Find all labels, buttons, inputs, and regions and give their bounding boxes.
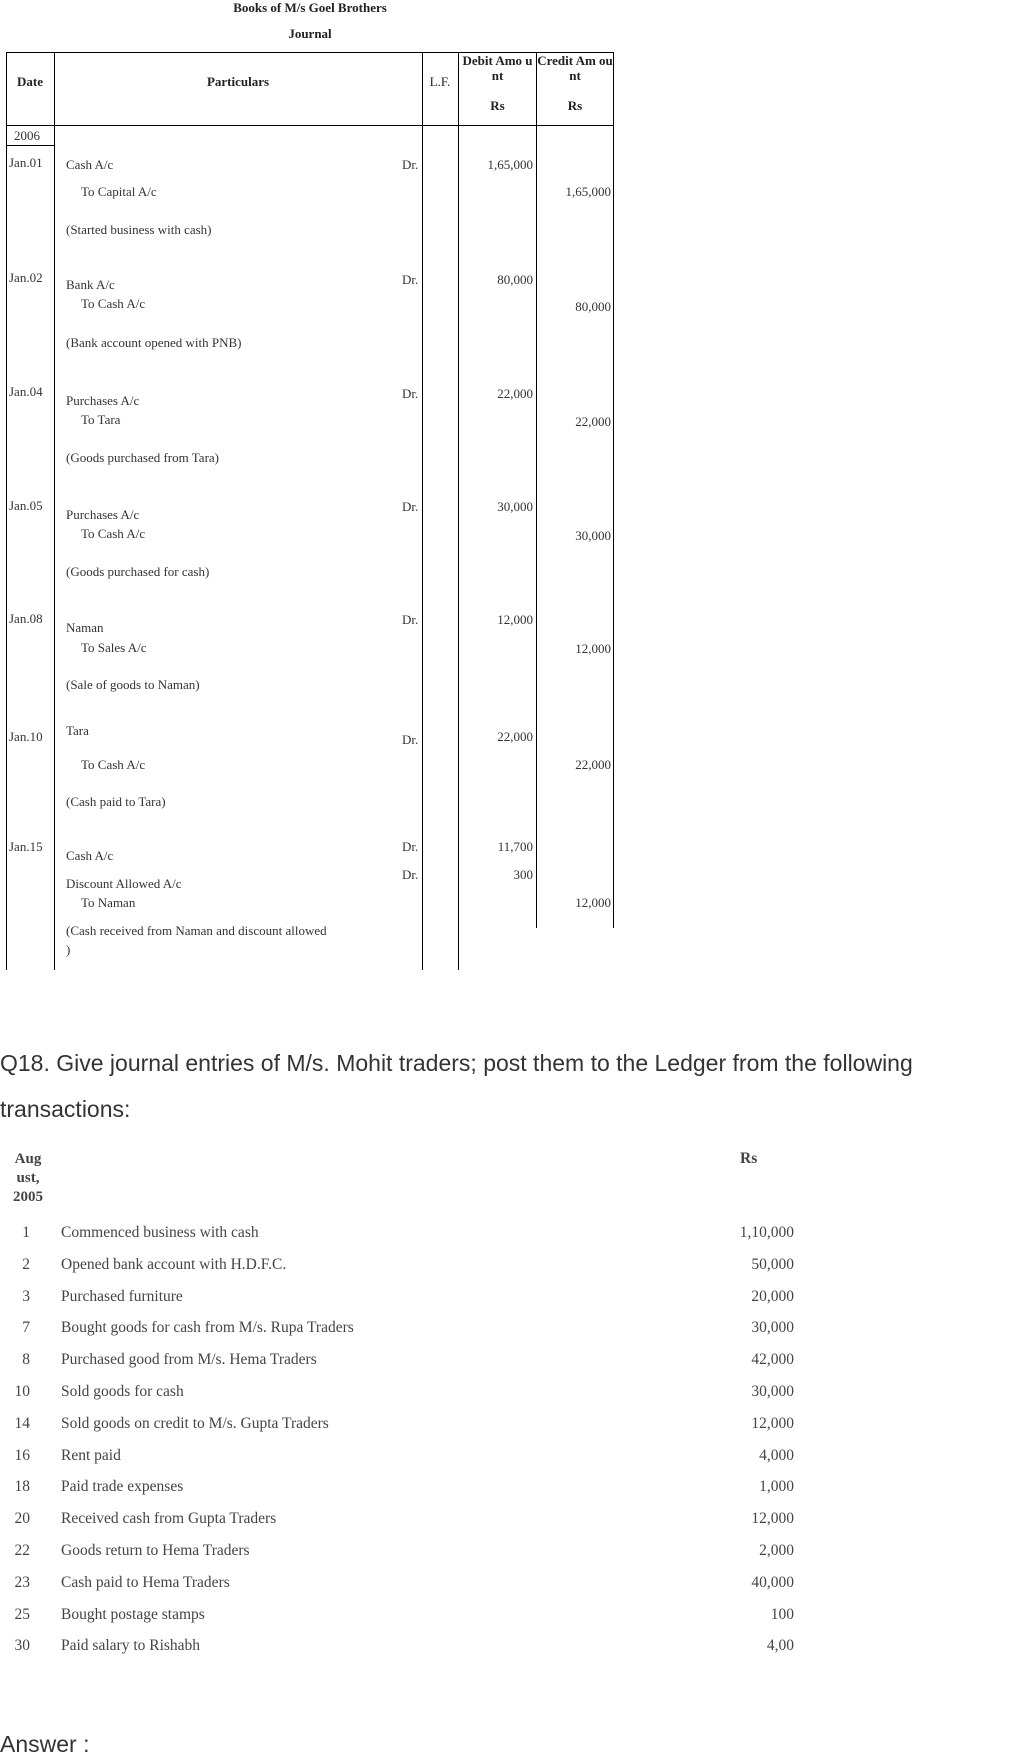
entry-debit-amount: 11,700 <box>497 839 533 854</box>
transaction-day: 30 <box>14 1637 30 1654</box>
entry-narration: (Sale of goods to Naman) <box>66 677 200 692</box>
header-credit: Credit Am ount <box>537 53 613 83</box>
journal-year: 2006 <box>14 128 40 143</box>
transaction-amount: 4,00 <box>766 1637 794 1654</box>
answer-label: Answer : <box>0 1731 90 1757</box>
entry-credit-amount: 12,000 <box>575 895 611 910</box>
header-credit-unit: Rs <box>567 98 583 113</box>
entry-date: Jan.08 <box>9 611 43 626</box>
entry-debit-amount: 300 <box>513 867 533 882</box>
entry-debit-account: Cash A/c <box>66 848 114 863</box>
transaction-amount: 30,000 <box>751 1319 794 1336</box>
transaction-day: 18 <box>14 1478 30 1495</box>
transaction-description: Received cash from Gupta Traders <box>61 1510 277 1527</box>
table-border-left <box>6 52 7 970</box>
entry-narration: (Bank account opened with PNB) <box>66 335 242 350</box>
transaction-description: Cash paid to Hema Traders <box>61 1574 230 1591</box>
entry-credit-amount: 12,000 <box>575 641 611 656</box>
entry-debit-account: Cash A/c <box>66 157 114 172</box>
transaction-amount: 12,000 <box>751 1510 794 1527</box>
entry-credit-amount: 30,000 <box>575 528 611 543</box>
transaction-description: Paid salary to Rishabh <box>61 1637 201 1654</box>
month-header-line: 2005 <box>13 1189 43 1205</box>
transaction-day: 25 <box>14 1606 30 1623</box>
transaction-amount: 4,000 <box>759 1447 794 1464</box>
journal-title: Books of M/s Goel Brothers <box>233 0 387 15</box>
transaction-day: 23 <box>14 1574 30 1591</box>
entry-credit-account: To Cash A/c <box>81 757 146 772</box>
entry-credit-amount: 1,65,000 <box>565 184 611 199</box>
entry-debit-account: Discount Allowed A/c <box>66 876 182 891</box>
entry-narration: (Cash received from Naman and discount allowed <box>66 923 327 938</box>
entry-credit-account: To Cash A/c <box>81 526 146 541</box>
transaction-amount: 12,000 <box>751 1415 794 1432</box>
transaction-description: Purchased good from M/s. Hema Traders <box>61 1351 317 1368</box>
transaction-amount: 1,000 <box>759 1478 794 1495</box>
transaction-day: 14 <box>14 1415 30 1432</box>
transaction-amount: 20,000 <box>751 1288 794 1305</box>
transaction-amount: 40,000 <box>751 1574 794 1591</box>
entry-credit-account: To Tara <box>81 412 121 427</box>
entry-credit-account: To Sales A/c <box>81 640 147 655</box>
month-header <box>10 1150 46 1207</box>
header-date: Date <box>17 74 43 89</box>
entry-debit-amount: 12,000 <box>497 612 533 627</box>
transaction-day: 3 <box>22 1288 30 1305</box>
entry-dr-marker: Dr. <box>402 867 419 882</box>
transaction-amount: 2,000 <box>759 1542 794 1559</box>
entry-dr-marker: Dr. <box>402 612 419 627</box>
entry-narration: (Goods purchased for cash) <box>66 564 210 579</box>
transaction-amount: 1,10,000 <box>739 1224 794 1241</box>
col-divider-date <box>54 52 55 970</box>
transaction-amount: 42,000 <box>751 1351 794 1368</box>
transaction-description: Goods return to Hema Traders <box>61 1542 250 1559</box>
entry-credit-amount: 80,000 <box>575 299 611 314</box>
question-text-line2: transactions: <box>0 1096 131 1122</box>
journal-subtitle: Journal <box>288 26 332 41</box>
month-header-line: ust, <box>16 1170 40 1186</box>
header-lf: L.F. <box>429 74 451 89</box>
entry-credit-account: To Capital A/c <box>81 184 157 199</box>
header-divider <box>6 125 614 126</box>
entry-debit-amount: 22,000 <box>497 729 533 744</box>
entry-date: Jan.01 <box>9 155 43 170</box>
transaction-description: Purchased furniture <box>61 1288 183 1305</box>
transaction-amount: 50,000 <box>751 1256 794 1273</box>
entry-credit-account: To Naman <box>81 895 136 910</box>
transaction-amount: 30,000 <box>751 1383 794 1400</box>
entry-debit-account: Tara <box>66 723 89 738</box>
entry-debit-account: Naman <box>66 620 104 635</box>
entry-debit-account: Purchases A/c <box>66 393 140 408</box>
entry-debit-account: Bank A/c <box>66 277 115 292</box>
transaction-description: Paid trade expenses <box>61 1478 184 1495</box>
question-text-line1: Q18. Give journal entries of M/s. Mohit traders; post them to the Ledger from the following <box>0 1050 913 1076</box>
entry-date: Jan.15 <box>9 839 43 854</box>
entry-credit-amount: 22,000 <box>575 414 611 429</box>
entry-narration-continued: ) <box>66 942 71 957</box>
transaction-day: 10 <box>14 1383 30 1400</box>
entry-dr-marker: Dr. <box>402 499 419 514</box>
transaction-description: Rent paid <box>61 1447 121 1464</box>
transaction-description: Bought goods for cash from M/s. Rupa Traders <box>61 1319 354 1336</box>
col-divider-particulars <box>422 52 423 970</box>
transaction-description: Commenced business with cash <box>61 1224 259 1241</box>
entry-dr-marker: Dr. <box>402 386 419 401</box>
entry-date: Jan.10 <box>9 729 43 744</box>
table-border-right <box>613 52 614 928</box>
entry-date: Jan.02 <box>9 270 43 285</box>
entry-debit-account: Purchases A/c <box>66 507 140 522</box>
entry-dr-marker: Dr. <box>402 839 419 854</box>
entry-debit-amount: 1,65,000 <box>487 157 533 172</box>
transaction-day: 8 <box>22 1351 30 1368</box>
entry-dr-marker: Dr. <box>402 272 419 287</box>
transaction-amount: 100 <box>770 1606 794 1623</box>
transaction-description: Bought postage stamps <box>61 1606 205 1623</box>
entry-debit-amount: 80,000 <box>497 272 533 287</box>
header-debit-unit: Rs <box>490 98 505 113</box>
entry-credit-account: To Cash A/c <box>81 296 146 311</box>
col-divider-debit <box>536 52 537 928</box>
amount-header: Rs <box>740 1150 758 1167</box>
transaction-day: 7 <box>22 1319 30 1336</box>
col-divider-lf <box>458 52 459 970</box>
month-header-line: Aug <box>14 1151 42 1167</box>
header-particulars: Particulars <box>206 74 270 89</box>
entry-debit-amount: 22,000 <box>497 386 533 401</box>
year-underline <box>6 145 54 146</box>
transaction-day: 20 <box>14 1510 30 1527</box>
transaction-day: 2 <box>22 1256 30 1273</box>
entry-date: Jan.05 <box>9 498 43 513</box>
entry-narration: (Cash paid to Tara) <box>66 794 166 809</box>
entry-dr-marker: Dr. <box>402 732 419 747</box>
entry-narration: (Started business with cash) <box>66 222 212 237</box>
transaction-day: 16 <box>14 1447 30 1464</box>
transaction-description: Opened bank account with H.D.F.C. <box>61 1256 287 1273</box>
transaction-description: Sold goods for cash <box>61 1383 184 1400</box>
entry-date: Jan.04 <box>9 384 43 399</box>
journal-table <box>6 52 614 970</box>
transaction-description: Sold goods on credit to M/s. Gupta Traders <box>61 1415 329 1432</box>
entry-debit-amount: 30,000 <box>497 499 533 514</box>
entry-narration: (Goods purchased from Tara) <box>66 450 219 465</box>
transaction-day: 1 <box>22 1224 30 1241</box>
entry-credit-amount: 22,000 <box>575 757 611 772</box>
header-debit: Debit Amo unt <box>462 53 533 83</box>
transaction-day: 22 <box>14 1542 30 1559</box>
entry-dr-marker: Dr. <box>402 157 419 172</box>
